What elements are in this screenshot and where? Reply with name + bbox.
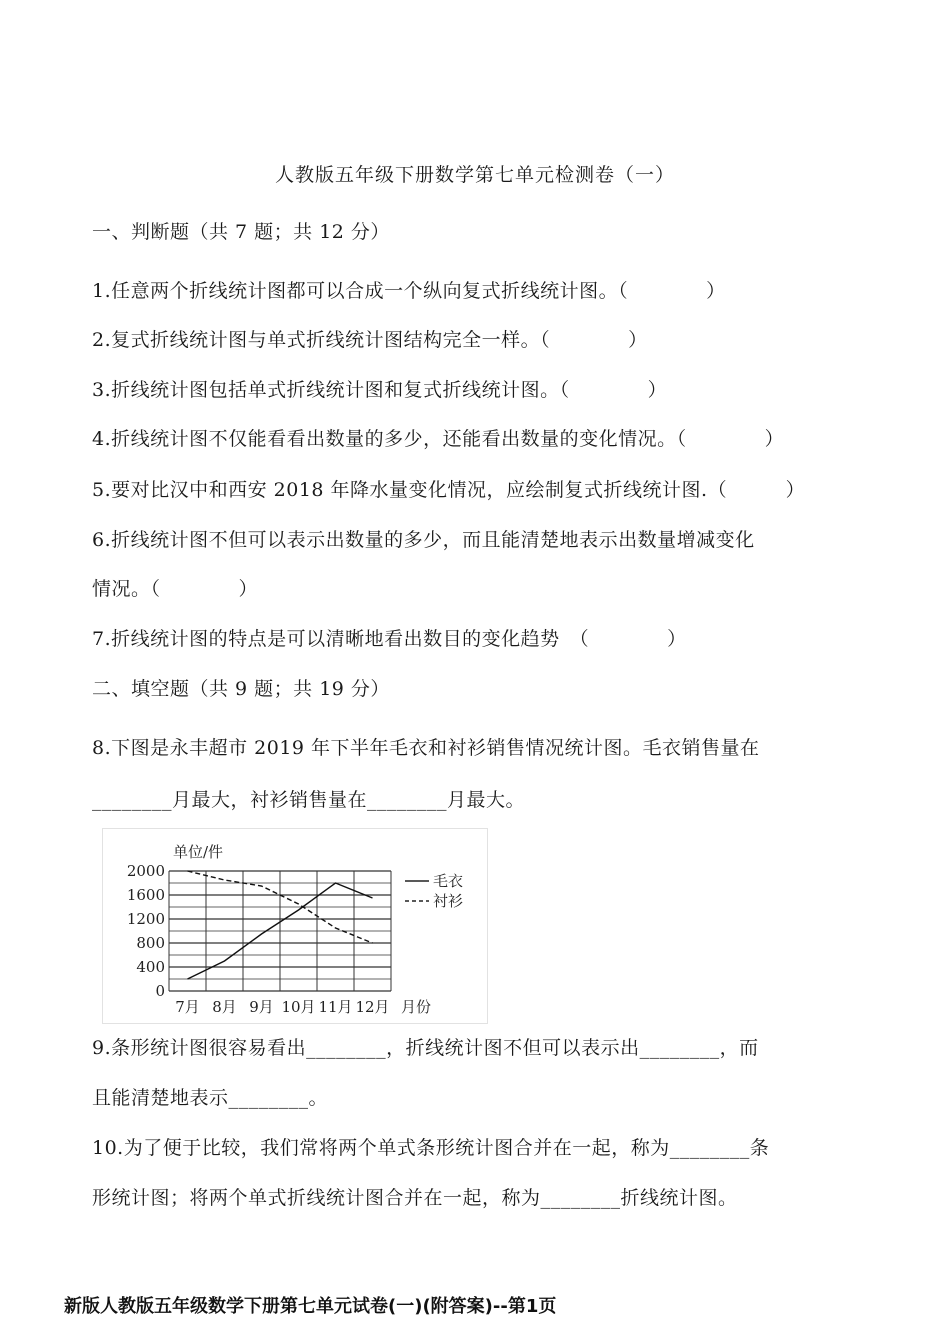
x-axis-label: 月份 — [401, 998, 432, 1016]
x-tick-labels — [175, 998, 389, 1016]
x-tick-label: 8月 — [212, 998, 237, 1016]
question-7: 7.折线统计图的特点是可以清晰地看出数目的变化趋势 （ ） — [92, 628, 687, 650]
page-footer: 新版人教版五年级数学下册第七单元试卷(一)(附答案)--第1页 — [64, 1296, 557, 1317]
x-tick-label: 9月 — [249, 998, 274, 1016]
y-tick-label: 400 — [136, 958, 165, 976]
question-6-line-2: 情况。（ ） — [92, 578, 259, 600]
question-1: 1.任意两个折线统计图都可以合成一个纵向复式折线统计图。（ ） — [92, 280, 726, 302]
chart-svg — [103, 829, 487, 1023]
legend — [405, 872, 463, 910]
x-tick-label: 7月 — [175, 998, 200, 1016]
x-tick-label: 12月 — [355, 998, 390, 1016]
chart-grid — [169, 871, 391, 991]
y-tick-label: 0 — [155, 982, 165, 1000]
question-4: 4.折线统计图不仅能看看出数量的多少，还能看出数量的变化情况。（ ） — [92, 428, 785, 450]
question-6-line-1: 6.折线统计图不但可以表示出数量的多少，而且能清楚地表示出数量增减变化 — [92, 529, 755, 551]
x-tick-label: 11月 — [318, 998, 353, 1016]
legend-label-shirt: 衬衫 — [433, 892, 464, 910]
unit-label: 单位/件 — [173, 843, 224, 861]
section-heading-fill-in: 二、填空题（共 9 题；共 19 分） — [92, 678, 390, 700]
question-9-line-2: 且能清楚地表示________。 — [92, 1087, 329, 1109]
question-9-line-1: 9.条形统计图很容易看出________，折线统计图不但可以表示出________，而 — [92, 1037, 759, 1059]
y-tick-label: 1600 — [126, 886, 165, 904]
question-8-line-1: 8.下图是永丰超市 2019 年下半年毛衣和衬衫销售情况统计图。毛衣销售量在 — [92, 737, 760, 759]
y-tick-label: 2000 — [126, 862, 165, 880]
question-3: 3.折线统计图包括单式折线统计图和复式折线统计图。（ ） — [92, 379, 668, 401]
section-heading-judgement: 一、判断题（共 7 题；共 12 分） — [92, 221, 390, 243]
x-tick-label: 10月 — [281, 998, 316, 1016]
y-tick-labels — [127, 862, 165, 1000]
question-8-line-2: ________月最大，衬衫销售量在________月最大。 — [92, 789, 526, 811]
question-10-line-1: 10.为了便于比较，我们常将两个单式条形统计图合并在一起，称为________条 — [92, 1137, 770, 1159]
question-2: 2.复式折线统计图与单式折线统计图结构完全一样。（ ） — [92, 329, 648, 351]
page-title: 人教版五年级下册数学第七单元检测卷（一） — [274, 164, 675, 186]
question-5: 5.要对比汉中和西安 2018 年降水量变化情况，应绘制复式折线统计图.（ ） — [92, 479, 806, 501]
legend-label-sweater: 毛衣 — [433, 872, 464, 890]
y-tick-label: 800 — [136, 934, 165, 952]
question-10-line-2: 形统计图；将两个单式折线统计图合并在一起，称为________折线统计图。 — [92, 1187, 738, 1209]
y-tick-label: 1200 — [126, 910, 165, 928]
sales-line-chart — [102, 828, 488, 1024]
